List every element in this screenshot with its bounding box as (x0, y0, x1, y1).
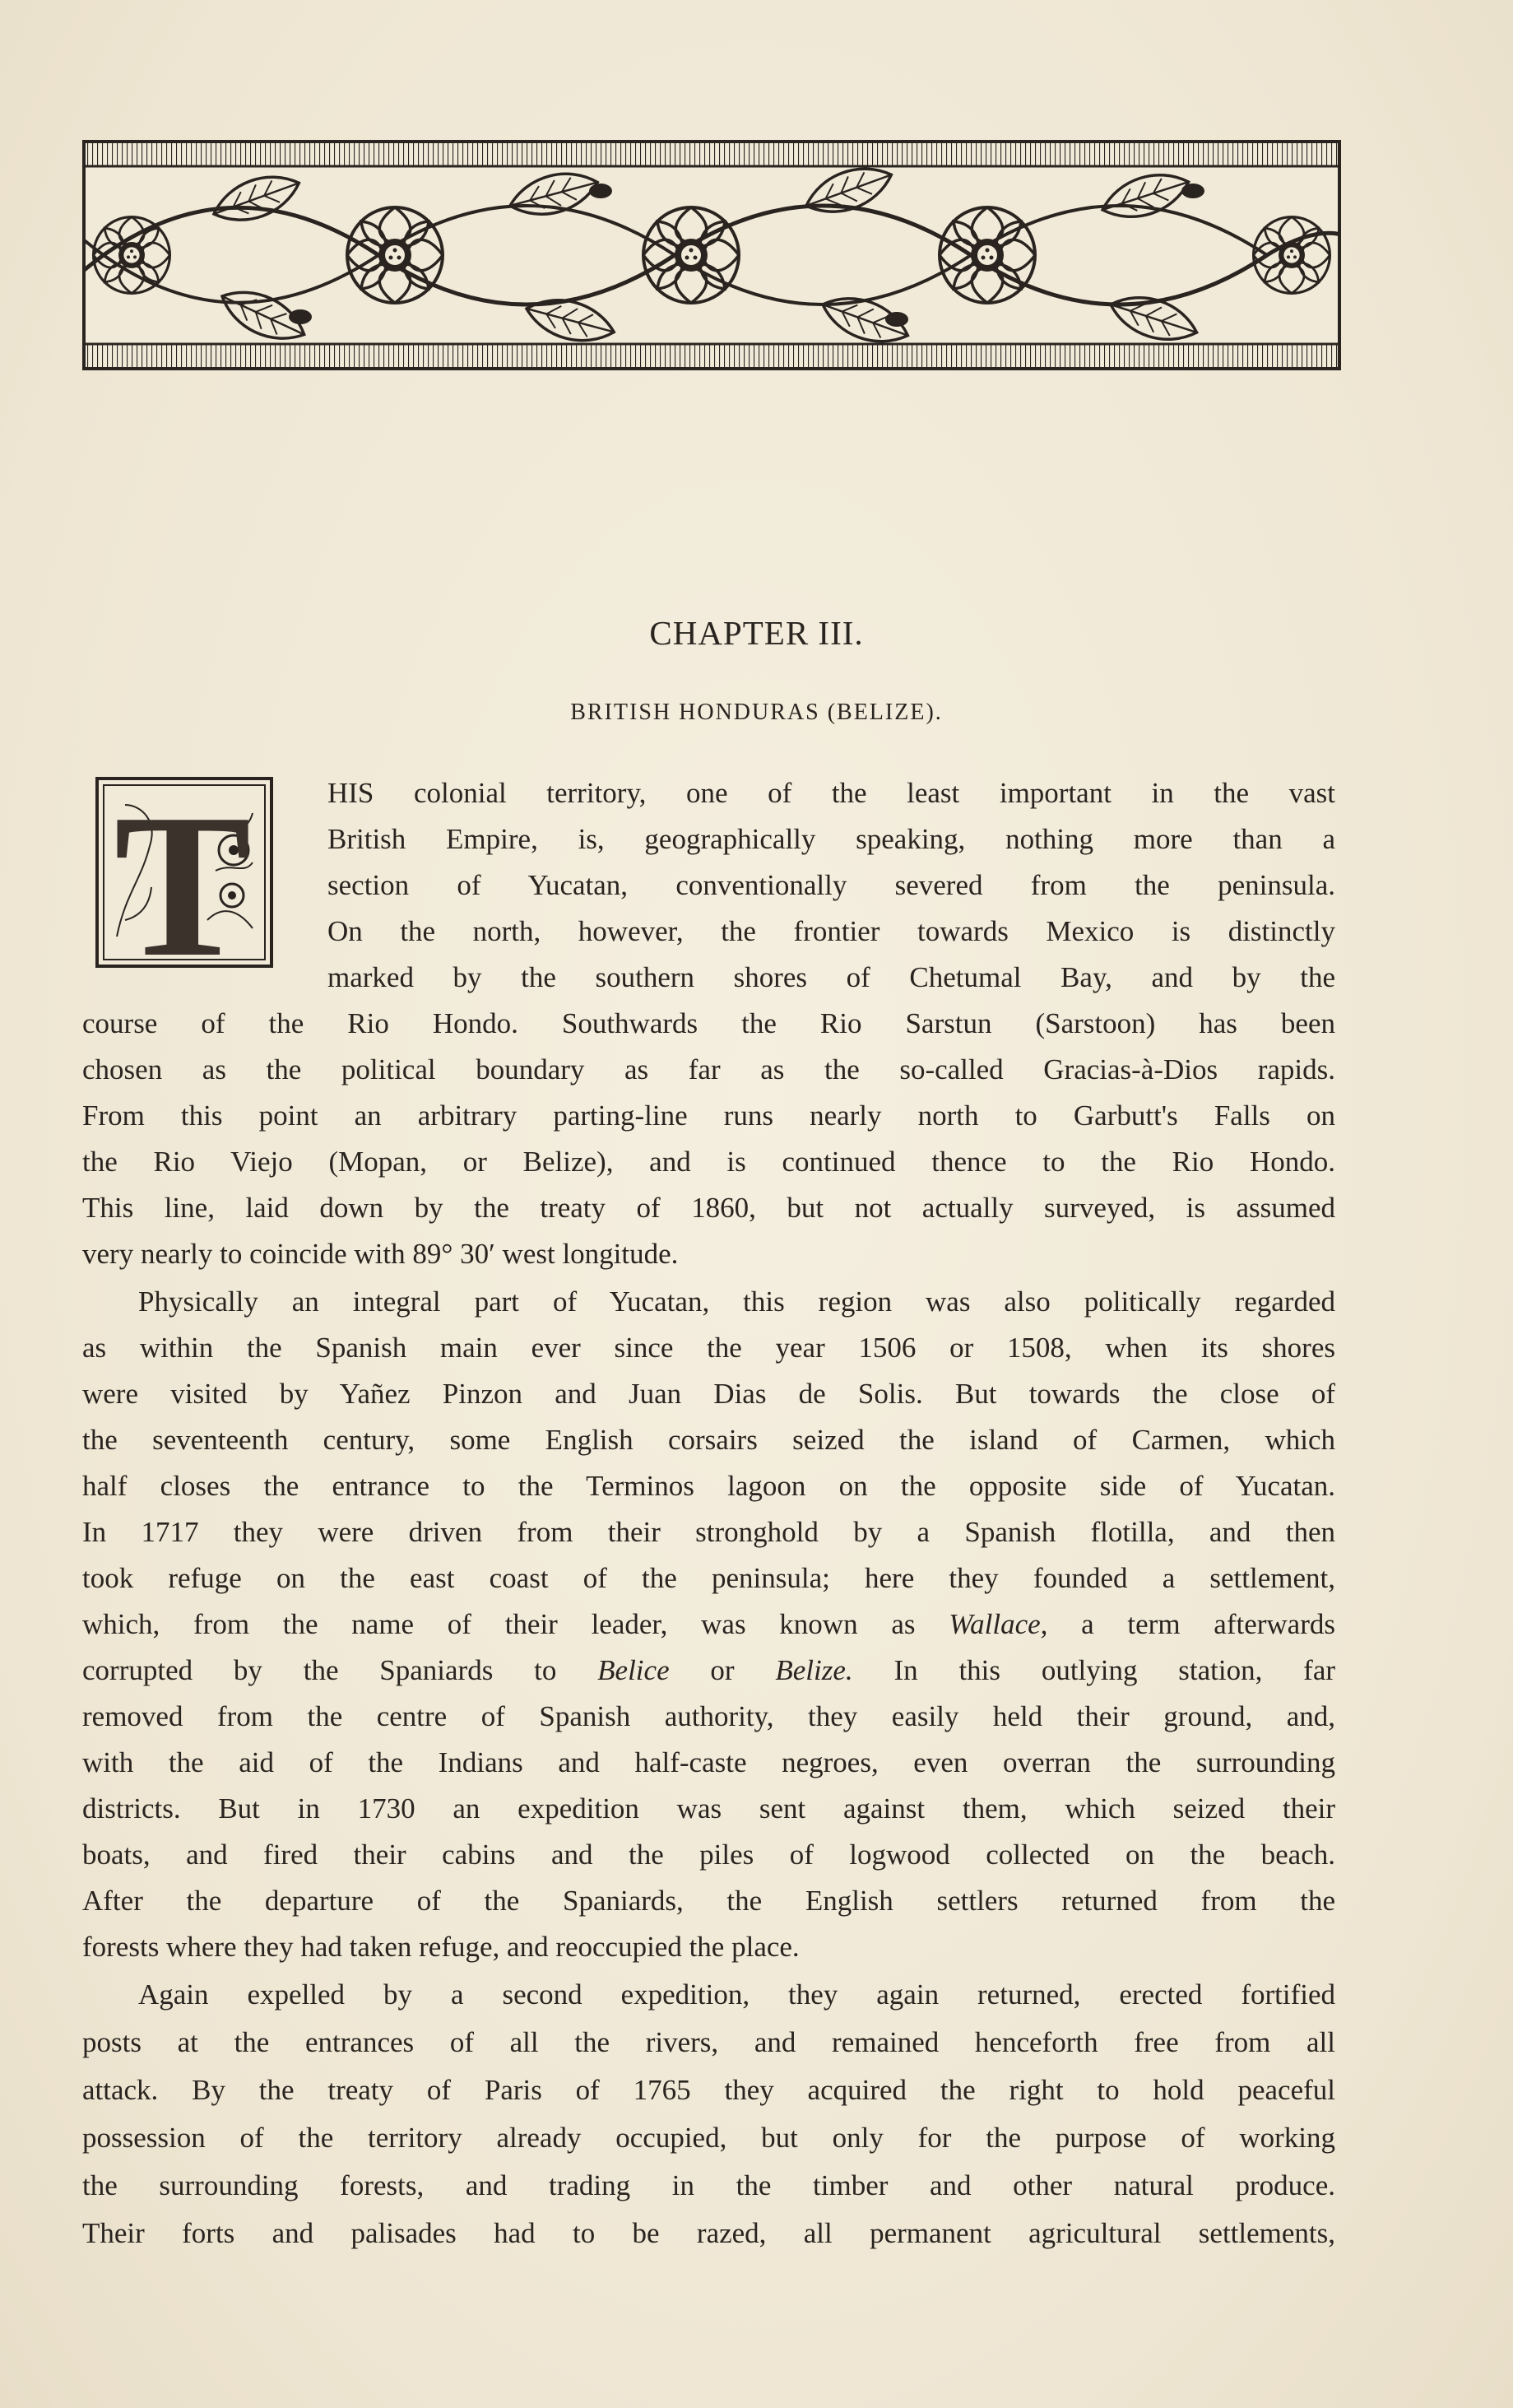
text-segment: which, from the name of their leader, was known as (82, 1608, 916, 1640)
text-line: marked by the southern shores of Chetumal Bay, and by the (327, 961, 1335, 993)
text-line: From this point an arbitrary parting-line runs nearly north to Garbutt's Falls on (82, 1099, 1335, 1132)
text-segment: or (710, 1654, 735, 1686)
text-line: forests where they had taken refuge, and reoccupied the place. (82, 1931, 800, 1963)
text-line: On the north, however, the frontier towards Mexico is distinctly (327, 915, 1335, 947)
text-line: were visited by Yañez Pinzon and Juan Dias de Solis. But towards the close of (82, 1378, 1335, 1410)
text-segment: corrupted by the Spaniards to (82, 1654, 557, 1686)
text-line: chosen as the political boundary as far as the so-called Gracias-à-Dios rapids. (82, 1053, 1335, 1085)
text-segment: a term afterwards (1081, 1608, 1335, 1640)
text-line: Physically an integral part of Yucatan, this region was also politically regarded (138, 1285, 1335, 1318)
text-line: very nearly to coincide with 89° 30′ west longitude. (82, 1238, 679, 1270)
text-line: districts. But in 1730 an expedition was sent against them, which seized their (82, 1792, 1335, 1825)
text-line: removed from the centre of Spanish authority, they easily held their ground, and, (82, 1700, 1335, 1732)
text-line: as within the Spanish main ever since the year 1506 or 1508, when its shores (82, 1332, 1335, 1364)
text-line: HIS colonial territory, one of the least important in the vast (327, 777, 1335, 809)
text-line: This line, laid down by the treaty of 1860, but not actually surveyed, is assumed (82, 1192, 1335, 1224)
text-line: section of Yucatan, conventionally severed from the peninsula. (327, 869, 1335, 901)
text-line: half closes the entrance to the Terminos lagoon on the opposite side of Yucatan. (82, 1470, 1335, 1502)
text-line: Their forts and palisades had to be razed, all permanent agricultural settlements, (82, 2217, 1335, 2249)
text-line: British Empire, is, geographically speaking, nothing more than a (327, 823, 1335, 855)
text-line: with the aid of the Indians and half-caste negroes, even overran the surrounding (82, 1746, 1335, 1778)
text-line: boats, and fired their cabins and the piles of logwood collected on the beach. (82, 1839, 1335, 1871)
text-line: course of the Rio Hondo. Southwards the Rio Sarstun (Sarstoon) has been (82, 1007, 1335, 1039)
italic-word: Belize. (775, 1654, 853, 1686)
chapter-title: CHAPTER III. (649, 614, 864, 652)
text-line: Again expelled by a second expedition, they again returned, erected fortified (138, 1978, 1335, 2011)
text-line: attack. By the treaty of Paris of 1765 they acquired the right to hold peaceful (82, 2074, 1335, 2106)
chapter-subtitle: BRITISH HONDURAS (BELIZE). (570, 700, 943, 725)
italic-word: Wallace, (949, 1608, 1048, 1640)
floral-headpiece-ornament (82, 140, 1341, 370)
dropcap-letter: T (114, 772, 252, 978)
text-line (82, 1606, 1335, 1643)
decorated-dropcap-t (92, 772, 281, 978)
text-line: the surrounding forests, and trading in the timber and other natural produce. (82, 2169, 1335, 2201)
text-segment: In this outlying station, far (893, 1654, 1335, 1686)
text-line: After the departure of the Spaniards, the English settlers returned from the (82, 1885, 1335, 1917)
text-line: In 1717 they were driven from their stronghold by a Spanish flotilla, and then (82, 1516, 1335, 1548)
text-line: took refuge on the east coast of the peninsula; here they founded a settlement, (82, 1562, 1335, 1594)
text-line: possession of the territory already occupied, but only for the purpose of working (82, 2122, 1335, 2154)
text-line: the Rio Viejo (Mopan, or Belize), and is continued thence to the Rio Hondo. (82, 1146, 1335, 1178)
text-line: posts at the entrances of all the rivers, and remained henceforth free from all (82, 2026, 1335, 2058)
italic-word: Belice (597, 1654, 670, 1686)
text-line: the seventeenth century, some English corsairs seized the island of Carmen, which (82, 1424, 1335, 1456)
text-line (82, 1653, 1335, 1689)
